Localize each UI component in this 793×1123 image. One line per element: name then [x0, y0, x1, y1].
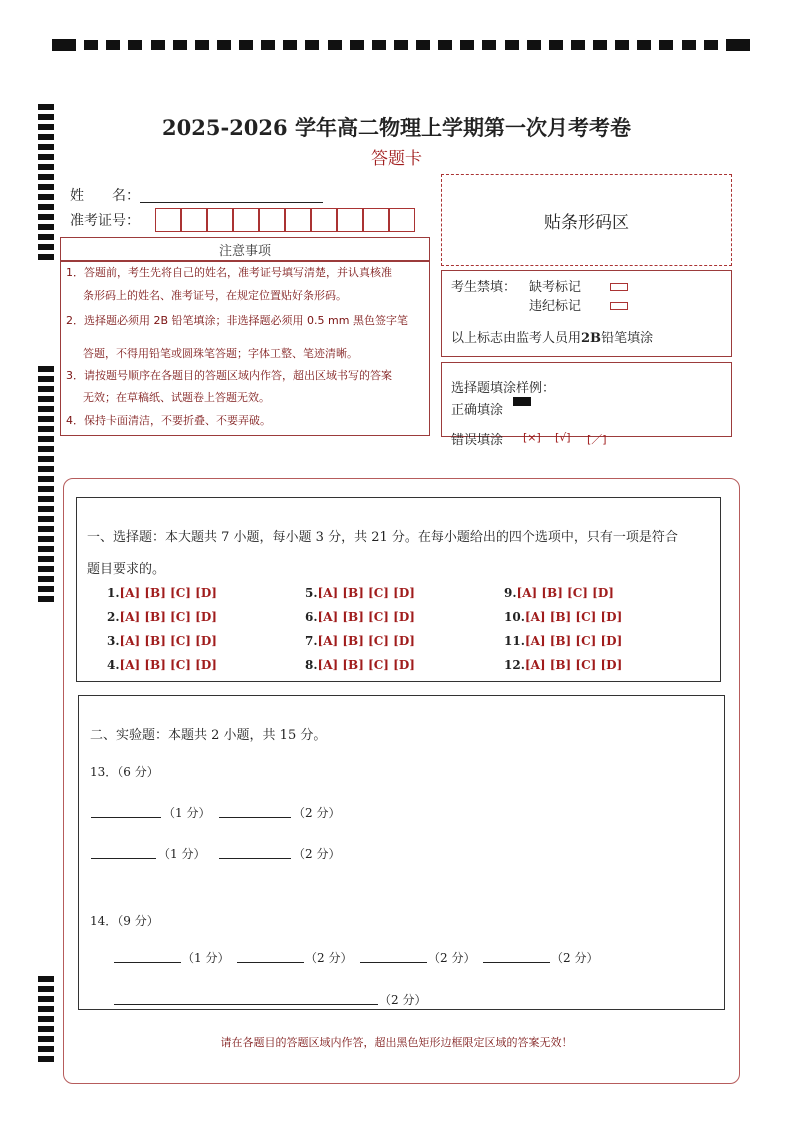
q-number: 5. [305, 586, 318, 600]
q14-blank[interactable] [360, 949, 427, 963]
id-digit-box[interactable] [389, 208, 415, 232]
examinee-note-prefix: 以上标志由监考人员用 [451, 331, 582, 346]
choice-q6[interactable] [305, 610, 415, 624]
notice-item: 2．选择题必须用 2B 铅笔填涂；非选择题必须用 0.5 mm 黑色签字笔 [66, 314, 408, 327]
wrong-fill-label: 错误填涂 [451, 433, 504, 448]
name-label: 姓 名： [70, 188, 140, 204]
q-number: 2. [107, 610, 120, 624]
section-choice-box [76, 497, 721, 682]
q-options[interactable]: [A] [B] [C] [D] [119, 658, 217, 672]
q14-blank[interactable] [483, 949, 550, 963]
examinee-restricted-box [441, 270, 732, 357]
q-options[interactable]: [A] [B] [C] [D] [524, 610, 623, 624]
q-options[interactable]: [A] [B] [C] [D] [119, 634, 217, 648]
choice-q2[interactable] [107, 610, 217, 624]
choice-q11[interactable] [504, 634, 622, 648]
q-number: 11. [504, 634, 525, 648]
wrong-fill-sample: [／] [587, 433, 607, 446]
q14-score: （2 分） [305, 951, 353, 965]
q14-score: （1 分） [182, 951, 230, 965]
id-digit-box[interactable] [259, 208, 285, 232]
page-subtitle: 答题卡 [371, 149, 422, 169]
q14-score: （2 分） [379, 993, 427, 1007]
id-digit-box[interactable] [337, 208, 363, 232]
q-number: 4. [107, 658, 120, 672]
barcode-area [441, 174, 732, 266]
side-timing-marks-middle [38, 366, 54, 602]
id-digit-box[interactable] [363, 208, 389, 232]
wrong-fill-sample: [√] [555, 431, 571, 444]
choice-q1[interactable] [107, 586, 217, 600]
choice-q8[interactable] [305, 658, 415, 672]
top-timing-marks [52, 38, 750, 52]
name-field[interactable] [140, 202, 323, 203]
notice-item: 答题，不得用铅笔或圆珠笔答题；字体工整、笔迹清晰。 [83, 347, 358, 360]
id-digit-box[interactable] [155, 208, 181, 232]
violation-mark-box[interactable] [610, 302, 628, 310]
wrong-fill-sample: [×] [523, 431, 541, 444]
choice-q3[interactable] [107, 634, 217, 648]
choice-q12[interactable] [504, 658, 622, 672]
section-choice-title: 一、选择题：本大题共 7 小题，每小题 3 分，共 21 分。在每小题给出的四个选项中，只有一项是符合 [87, 530, 678, 545]
q13-blank[interactable] [91, 845, 156, 859]
id-digit-box[interactable] [233, 208, 259, 232]
q-number: 8. [305, 658, 318, 672]
notice-box [60, 261, 430, 436]
q-options[interactable]: [A] [B] [C] [D] [317, 586, 415, 600]
q-options[interactable]: [A] [B] [C] [D] [119, 610, 217, 624]
absent-mark-box[interactable] [610, 283, 628, 291]
q13-label: 13．（6 分） [90, 765, 159, 779]
q-options[interactable]: [A] [B] [C] [D] [119, 586, 217, 600]
q13-blank[interactable] [219, 845, 291, 859]
notice-title: 注意事项 [218, 243, 271, 259]
section-choice-title-cont: 题目要求的。 [87, 562, 166, 577]
q-options[interactable]: [A] [B] [C] [D] [317, 610, 415, 624]
fill-example-box [441, 362, 732, 448]
q14-score: （2 分） [428, 951, 476, 965]
id-digit-box[interactable] [285, 208, 311, 232]
q-options[interactable]: [A] [B] [C] [D] [516, 586, 614, 600]
choice-q7[interactable] [305, 634, 415, 648]
q-number: 9. [504, 586, 517, 600]
q-number: 1. [107, 586, 120, 600]
q13-score: （2 分） [293, 847, 341, 861]
notice-title-box [60, 237, 430, 261]
notice-item: 4．保持卡面清洁，不要折叠、不要弄破。 [66, 414, 271, 427]
id-digit-box[interactable] [311, 208, 337, 232]
id-digit-box[interactable] [207, 208, 233, 232]
id-digit-box[interactable] [181, 208, 207, 232]
q13-score: （1 分） [158, 847, 206, 861]
q13-score: （1 分） [163, 806, 211, 820]
notice-item: 1．答题前，考生先将自己的姓名，准考证号填写清楚，并认真核准 [66, 266, 392, 279]
q14-blank[interactable] [114, 991, 378, 1005]
q14-blank[interactable] [237, 949, 304, 963]
q-options[interactable]: [A] [B] [C] [D] [317, 634, 415, 648]
choice-q10[interactable] [504, 610, 622, 624]
q-options[interactable]: [A] [B] [C] [D] [524, 658, 623, 672]
absent-mark-label: 缺考标记 [529, 280, 582, 295]
choice-q9[interactable] [504, 586, 614, 600]
q14-score: （2 分） [551, 951, 599, 965]
barcode-label: 贴条形码区 [544, 212, 629, 233]
examinee-note [451, 327, 653, 346]
q13-blank[interactable] [91, 804, 161, 818]
notice-item: 无效；在草稿纸、试题卷上答题无效。 [83, 391, 270, 404]
violation-mark-label: 违纪标记 [529, 299, 582, 314]
correct-fill-label: 正确填涂 [451, 403, 504, 418]
q-number: 3. [107, 634, 120, 648]
examinee-note-suffix: 铅笔填涂 [601, 331, 654, 346]
footer-warning: 请在各题目的答题区域内作答，超出黑色矩形边框限定区域的答案无效！ [220, 1036, 573, 1049]
q14-label: 14．（9 分） [90, 914, 159, 928]
q-number: 12. [504, 658, 525, 672]
q13-score: （2 分） [293, 806, 341, 820]
examinee-label: 考生禁填： [451, 280, 517, 295]
examinee-note-bold: 2B [581, 331, 602, 346]
notice-item: 条形码上的姓名、准考证号，在规定位置贴好条形码。 [83, 289, 347, 302]
q-options[interactable]: [A] [B] [C] [D] [524, 634, 623, 648]
fill-example-title: 选择题填涂样例： [451, 381, 556, 396]
q13-blank[interactable] [219, 804, 291, 818]
notice-item: 3．请按题号顺序在各题目的答题区域内作答，超出区域书写的答案 [66, 369, 392, 382]
q-options[interactable]: [A] [B] [C] [D] [317, 658, 415, 672]
section-experiment-box [78, 695, 725, 1010]
section-experiment-title: 二、实验题：本题共 2 小题，共 15 分。 [90, 728, 327, 743]
page-title: 2025-2026 学年高二物理上学期第一次月考考卷 [162, 115, 631, 140]
q-number: 10. [504, 610, 525, 624]
choice-q5[interactable] [305, 586, 415, 600]
exam-id-boxes[interactable] [155, 208, 415, 232]
choice-q4[interactable] [107, 658, 217, 672]
correct-fill-sample [513, 397, 531, 406]
q14-blank[interactable] [114, 949, 181, 963]
q-number: 7. [305, 634, 318, 648]
q-number: 6. [305, 610, 318, 624]
exam-id-label: 准考证号： [70, 213, 140, 229]
